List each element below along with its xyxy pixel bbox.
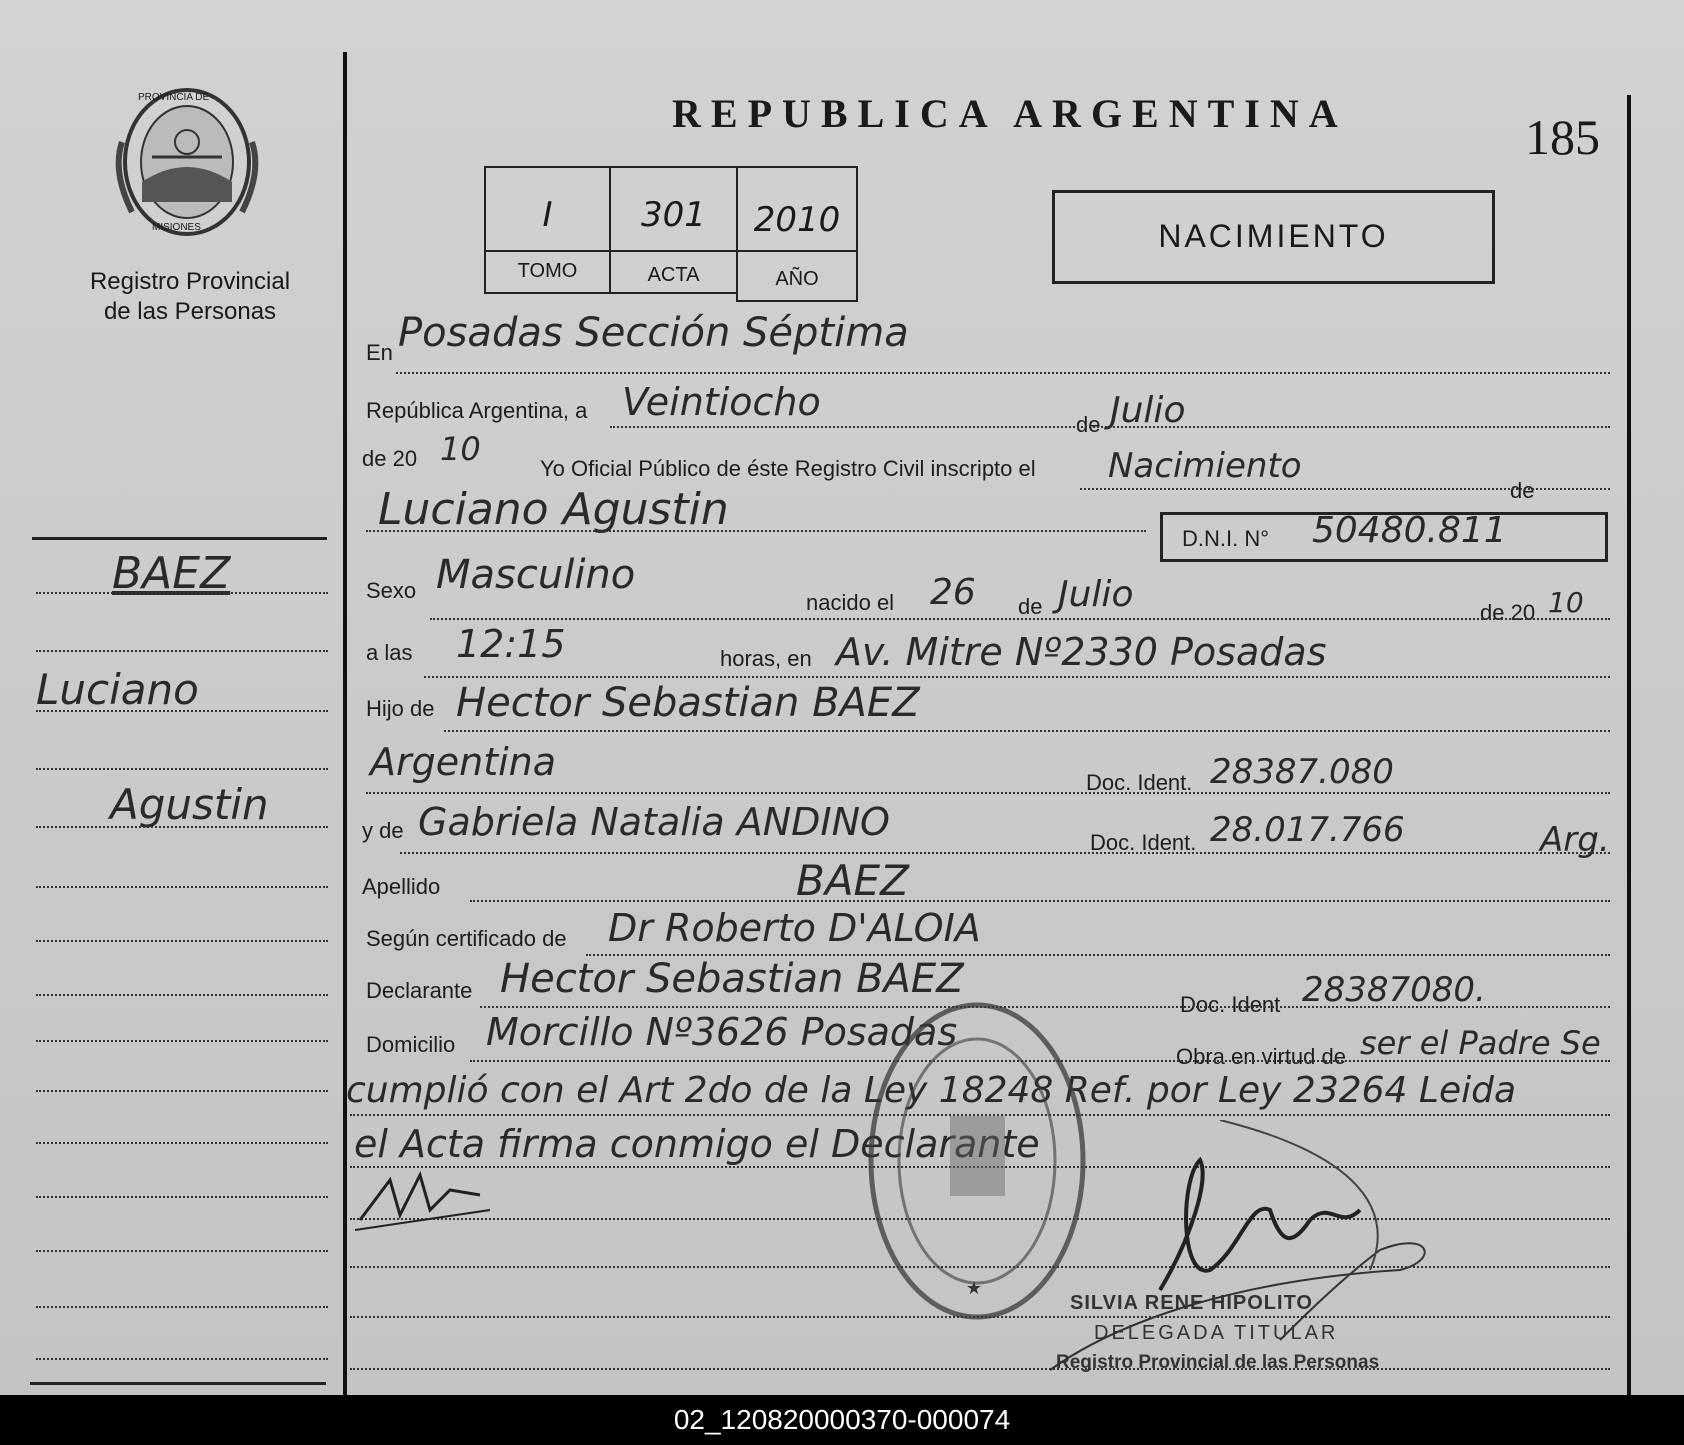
doc-type-label: NACIMIENTO [1158,218,1389,254]
value-padre: Hector Sebastian BAEZ [456,680,920,726]
label-dni: D.N.I. N° [1182,526,1270,551]
label-doc-ident2: Doc. Ident. [1090,830,1197,855]
label-hijo-de: Hijo de [366,696,435,721]
anio-value: 2010 [753,200,841,240]
value-doc-madre: 28.017.766 [1210,810,1405,850]
line-nac-padre [366,792,1610,794]
line-sexo [430,618,1610,620]
margin-line [36,994,328,996]
line-nombre [366,530,1146,532]
margin-line [36,1040,328,1042]
margin-line [36,1358,328,1360]
margin-top-rule [32,537,327,540]
value-obra: ser el Padre Se [1360,1024,1601,1062]
margin-line [36,1142,328,1144]
seal-text-bottom: MISIONES [152,222,201,233]
label-sexo: Sexo [366,578,417,603]
line-a-las [424,676,1610,678]
svg-text:★: ★ [965,1278,983,1298]
margin-line [36,940,328,942]
page-title: REPUBLICA ARGENTINA [672,91,1348,136]
line-republica [610,426,1610,428]
margin-surname: BAEZ [112,548,231,599]
value-nacido-dia: 26 [930,572,976,613]
line-de20 [1080,488,1610,490]
margin-line [36,1090,328,1092]
value-declarante: Hector Sebastian BAEZ [500,956,964,1002]
value-inscripto: Nacimiento [1108,446,1302,486]
margin-line [36,710,328,712]
label-a-las: a las [366,640,413,665]
tomo-value: I [542,195,553,235]
margin-line [36,1306,328,1308]
tomo-label: TOMO [517,260,578,282]
value-nac-madre: Arg. [1540,820,1610,860]
value-certificado: Dr Roberto D'ALOIA [608,906,981,950]
box-divider [484,250,858,252]
margin-name2: Agustin [110,780,269,829]
label-segun: Según certificado de [366,926,567,951]
province-seal-icon [112,82,262,242]
registry-name-line2: de las Personas [103,298,277,325]
margin-line [36,650,328,652]
line-apellido [470,900,1610,902]
label-horas-en: horas, en [720,646,812,671]
anio-label: AÑO [775,268,819,290]
value-lugar-nac: Av. Mitre Nº2330 Posadas [836,630,1327,674]
left-divider [343,52,347,1395]
label-doc-ident3: Doc. Ident [1180,992,1281,1017]
value-madre: Gabriela Natalia ANDINO [418,800,890,844]
margin-line [36,886,328,888]
label-obra: Obra en virtud de [1176,1044,1346,1069]
label-doc-ident1: Doc. Ident. [1086,770,1193,795]
value-apellido: BAEZ [796,856,909,905]
label-de-end: de [1510,478,1535,503]
acta-label: ACTA [647,264,700,286]
label-republica: República Argentina, a [366,398,588,423]
initials-signature [350,1160,500,1240]
value-texto3: el Acta firma conmigo el Declarante [354,1122,1040,1166]
value-nombre: Luciano Agustin [378,484,729,535]
margin-line [36,826,328,828]
label-en: En [366,340,393,365]
label-nacido: nacido el [806,590,895,615]
footer-id: 02_120820000370-000074 [0,1395,1684,1445]
label-de-mes: de [1076,412,1101,437]
label-declarante: Declarante [366,978,473,1003]
label-apellido: Apellido [362,874,441,899]
line-hijo [444,730,1610,732]
value-doc-declarante: 28387080. [1302,970,1486,1010]
line-y-de [400,852,1610,854]
value-hora: 12:15 [456,622,566,666]
value-dni: 50480.811 [1312,510,1507,551]
label-de20: de 20 [362,446,418,471]
registry-name-line1: Registro Provincial [89,268,291,295]
margin-name1: Luciano [36,665,199,714]
value-nacido-mes: Julio [1058,574,1134,615]
value-doc-padre: 28387.080 [1210,752,1394,792]
margin-line [36,592,328,594]
seal-text-top: PROVINCIA DE [138,92,210,103]
value-anio-sufijo: 10 [440,430,481,468]
margin-line [36,1250,328,1252]
label-domicilio: Domicilio [366,1032,456,1057]
value-lugar: Posadas Sección Séptima [398,310,909,356]
label-y-de: y de [362,818,404,843]
right-border [1627,95,1631,1395]
margin-line [36,1196,328,1198]
value-mes: Julio [1110,390,1186,431]
label-de-mes2: de [1018,594,1043,619]
value-nac-padre: Argentina [370,740,557,784]
value-dia: Veintiocho [622,380,821,424]
value-texto2: cumplió con el Art 2do de la Ley 18248 Ref. por Ley 23264 Leida [346,1070,1516,1111]
value-domicilio: Morcillo Nº3626 Posadas [486,1010,958,1054]
page-number: 185 [1525,109,1600,165]
label-de20b: de 20 [1480,600,1536,625]
margin-bottom-rule [30,1382,326,1385]
line-en [396,372,1610,374]
margin-line [36,768,328,770]
acta-value: 301 [641,195,706,235]
label-yo-oficial: Yo Oficial Público de éste Registro Civil inscripto el [540,456,1036,481]
stamp-title: DELEGADA TITULAR [1094,1322,1339,1344]
stamp-name: SILVIA RENE HIPOLITO [1070,1292,1313,1314]
value-nacido-anio: 10 [1548,586,1584,619]
value-sexo: Masculino [436,552,636,598]
stamp-org: Registro Provincial de las Personas [1056,1352,1380,1373]
